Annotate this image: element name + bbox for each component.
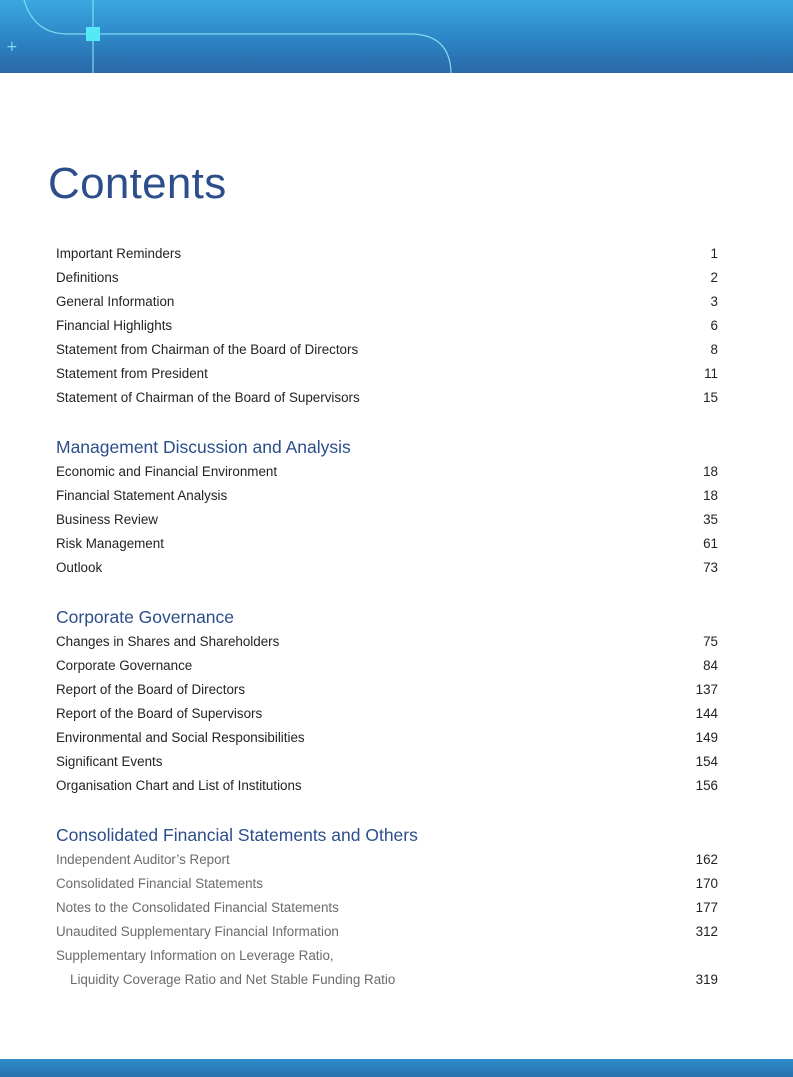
toc-page-number: 312 [695,924,718,939]
banner-decoration [0,0,793,73]
toc-page-number: 73 [703,560,718,575]
toc-entry-label: Independent Auditor’s Report [56,852,230,867]
toc-page-number: 61 [703,536,718,551]
toc-entry[interactable] [56,654,718,678]
toc-page-number: 170 [695,876,718,891]
toc-entry[interactable] [56,386,718,410]
toc-entry-label: Report of the Board of Directors [56,682,246,697]
toc-section-general [56,242,718,410]
toc-entry[interactable] [56,896,718,920]
decorative-plus-mark: + [6,39,18,55]
toc-page-number: 6 [710,318,718,333]
toc-entry[interactable] [56,872,718,896]
toc-entry-label: Important Reminders [56,246,182,261]
toc-entry[interactable] [56,338,718,362]
toc-page-number: 18 [703,488,718,503]
toc-entry[interactable] [56,242,718,266]
toc-page-number: 156 [695,778,718,793]
toc-entry[interactable] [56,944,718,968]
toc-entry-label: Significant Events [56,754,163,769]
toc-entry[interactable] [56,702,718,726]
toc-entry-label: Changes in Shares and Shareholders [56,634,280,649]
toc-page-number: 18 [703,464,718,479]
decorative-square [86,27,100,41]
toc-page-number: 1 [710,246,718,261]
toc-entry[interactable] [56,266,718,290]
bottom-banner [0,1059,793,1077]
section-heading[interactable]: Consolidated Financial Statements and Others [56,825,418,845]
toc-page-number: 3 [710,294,718,309]
toc-page-number: 137 [695,682,718,697]
toc-entry[interactable] [56,314,718,338]
toc-entry-label: Report of the Board of Supervisors [56,706,263,721]
toc-page-number: 2 [710,270,718,285]
toc-entry-label: Unaudited Supplementary Financial Information [56,924,339,939]
toc-entry-label: Definitions [56,270,119,285]
toc-entry[interactable] [56,532,718,556]
toc-page-number: 162 [695,852,718,867]
toc-page-number: 144 [695,706,718,721]
decorative-curve-left [24,0,93,34]
toc-entry[interactable] [56,678,718,702]
section-heading[interactable]: Corporate Governance [56,607,235,627]
toc-entry-label: Economic and Financial Environment [56,464,278,479]
toc-entry-label: Risk Management [56,536,164,551]
toc-entry-label: Supplementary Information on Leverage Ratio, [56,948,334,963]
toc-entry[interactable] [56,726,718,750]
toc-page-number: 75 [703,634,718,649]
toc-entry-label: Consolidated Financial Statements [56,876,263,891]
toc-entry-label: Business Review [56,512,158,527]
toc-page-number: 15 [703,390,718,405]
toc-page-number: 11 [704,366,718,381]
toc-entry-label: Organisation Chart and List of Institutions [56,778,302,793]
toc-page-number: 35 [703,512,718,527]
toc-entry[interactable] [56,968,718,992]
decorative-curve-right [93,34,451,73]
toc-entry-label: General Information [56,294,175,309]
toc-entry[interactable] [56,484,718,508]
toc-entry-label: Liquidity Coverage Ratio and Net Stable Funding Ratio [70,972,396,987]
toc-section-financial-statements [56,821,718,992]
toc-section-management [56,433,718,580]
toc-entry-label: Notes to the Consolidated Financial Statements [56,900,339,915]
toc-entry-label: Financial Statement Analysis [56,488,228,503]
toc-entry[interactable] [56,362,718,386]
toc-entry[interactable] [56,556,718,580]
toc-entry-label: Statement of Chairman of the Board of Supervisors [56,390,360,405]
toc-entry-label: Outlook [56,560,103,575]
toc-entry[interactable] [56,460,718,484]
section-heading[interactable]: Management Discussion and Analysis [56,437,351,457]
toc-entry[interactable] [56,774,718,798]
toc-entry-label: Corporate Governance [56,658,193,673]
toc-entry[interactable] [56,750,718,774]
page-title: Contents [48,159,227,208]
toc-page-number: 177 [695,900,718,915]
toc-entry-label: Environmental and Social Responsibilities [56,730,305,745]
toc-entry[interactable] [56,920,718,944]
toc-page-number: 149 [695,730,718,745]
toc-entry-label: Statement from Chairman of the Board of Directors [56,342,359,357]
toc-entry[interactable] [56,630,718,654]
top-banner [0,0,793,73]
toc-entry[interactable] [56,848,718,872]
toc-page-number: 84 [703,658,718,673]
toc-entry[interactable] [56,290,718,314]
toc-page-number: 154 [695,754,718,769]
table-of-contents [56,242,718,992]
toc-entry-label: Financial Highlights [56,318,173,333]
toc-page-number: 8 [710,342,718,357]
toc-section-governance [56,603,718,798]
toc-page-number: 319 [695,972,718,987]
toc-entry[interactable] [56,508,718,532]
toc-entry-label: Statement from President [56,366,208,381]
